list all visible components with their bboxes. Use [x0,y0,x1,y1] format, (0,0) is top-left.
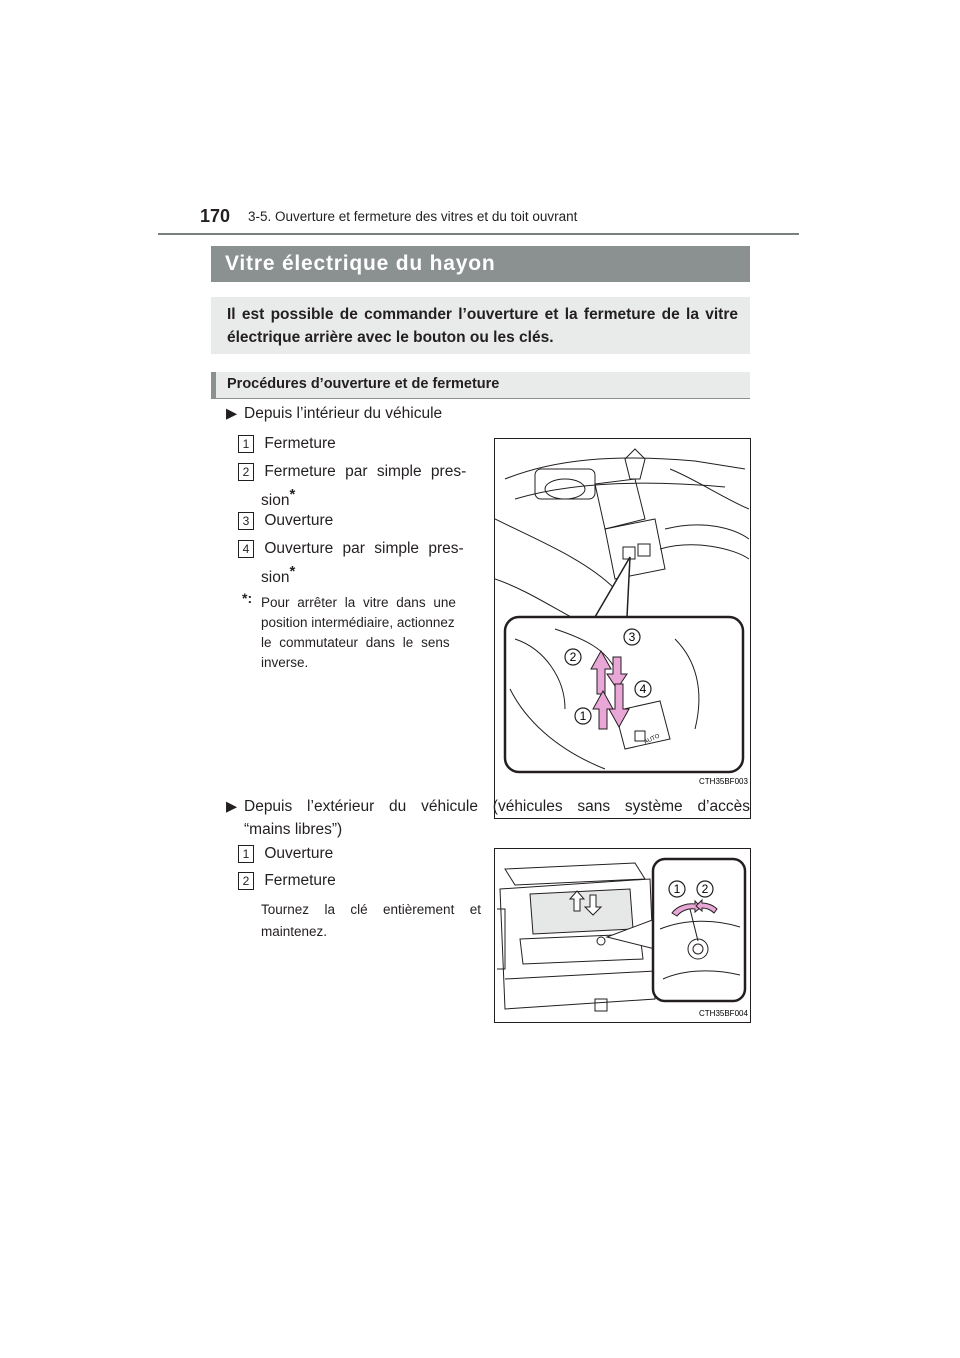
figure-code: CTH35BF004 [699,1009,748,1018]
footnote-line: Pour arrêter la vitre dans une [261,595,456,610]
list-item [238,463,483,481]
callout-1: 1 [673,882,681,896]
subsection-title: Procédures d’ouverture et de fermeture [227,376,500,392]
intro-box [211,297,750,354]
item-text: Fermeture par simple pres- [264,463,467,481]
asterisk: * [289,486,296,503]
arrow-bullet-icon: ▶ [226,799,238,815]
footnote-mark: *: [242,590,253,606]
subsection-marker [211,372,216,398]
number-box: 2 [238,872,254,890]
item-text: Ouverture [264,512,334,530]
item-text: Ouverture [264,845,334,863]
number-box: 1 [238,435,254,453]
note-line: Tournez la clé entièrement et [261,902,481,917]
list-item [238,540,483,558]
rear-illustration [495,849,750,1022]
arrow-bullet-icon: ▶ [226,406,238,422]
number-box: 1 [238,845,254,863]
chapter-title: 3-5. Ouverture et fermeture des vitres et du toit ouvrant [248,209,578,224]
callout-2: 2 [701,882,709,896]
figure-rear-key [494,848,751,1023]
item-text: sion [261,569,290,587]
callout-3: 3 [628,630,636,644]
intro-text: Il est possible de commander l’ouverture et la fermeture de la vitre électrique arrière avec le bouton ou les clés. [227,306,738,346]
inside-heading: Depuis l’intérieur du véhicule [244,405,443,422]
number-box: 2 [238,463,254,481]
item-text: sion [261,492,290,510]
list-item [238,512,483,530]
list-item-continuation [261,486,295,510]
figure-console-switch [494,438,751,819]
auto-label: AUTO [643,733,661,746]
item-text: Fermeture [264,435,336,453]
section-title: Vitre électrique du hayon [225,252,496,275]
list-item [238,435,483,453]
number-box: 4 [238,540,254,558]
list-item [238,845,333,863]
asterisk: * [289,563,296,580]
note-line: maintenez. [261,924,328,939]
note [261,899,481,943]
callout-1: 1 [579,709,587,723]
item-text: Fermeture [264,872,336,890]
callout-2: 2 [569,650,577,664]
outside-heading-line1: Depuis l’extérieur du véhicule (véhicules sans système d’accès [244,798,750,815]
list-item-continuation [261,563,295,587]
item-text: Ouverture par simple pres- [264,540,464,558]
header-rule [158,233,799,235]
outside-heading-line2: “mains libres”) [244,821,343,838]
footnote-line: le commutateur dans le sens [261,635,450,650]
footnote-line: inverse. [261,655,309,670]
figure-code: CTH35BF003 [699,777,748,786]
section-title-bar [211,246,750,282]
list-item [238,872,336,890]
console-illustration [495,439,750,818]
callout-4: 4 [639,682,647,696]
subsection-bar [211,372,750,399]
page-number: 170 [200,206,231,226]
footnote [261,593,481,673]
number-box: 3 [238,512,254,530]
footnote-line: position intermédiaire, actionnez [261,615,455,630]
